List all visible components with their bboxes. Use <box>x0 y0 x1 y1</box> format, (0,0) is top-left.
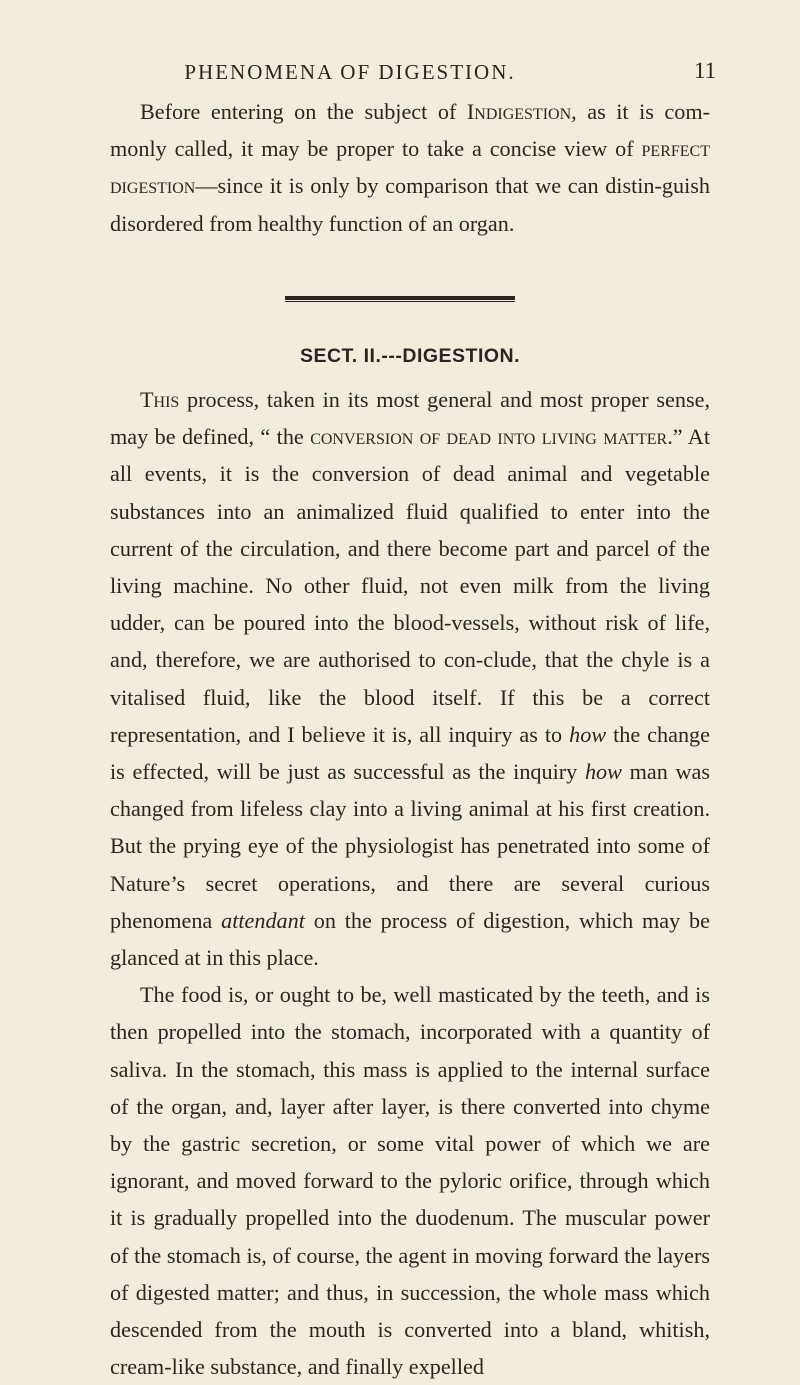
intro-paragraph <box>110 93 710 242</box>
divider-thin-line <box>285 301 515 302</box>
term-perfect-digestion: perfect digestion <box>110 136 710 199</box>
page-number: 11 <box>694 58 717 83</box>
divider-thick-line <box>285 296 515 300</box>
main-text <box>110 381 710 1385</box>
running-title: PHENOMENA OF DIGESTION. <box>184 60 516 84</box>
paragraph-food-process: The food is, or ought to be, well masticated by the teeth, and is then propelled into the stomach, incorporated with a quantity of saliva. In the stomach, this mass is applied to the internal surface of the organ, and, layer after layer, is there converted into chyme by the gastric secretion, or some vital power of which we are ignorant, and moved forward to the pyloric orifice, through which it is gradually propelled into the duodenum. The muscular power of the stomach is, of course, the agent in moving forward the layers of digested matter; and thus, in succession, the whole mass which descended from the mouth is converted into a bland, whitish, cream-like substance, and finally expelled <box>110 982 710 1380</box>
intro-text <box>110 93 710 242</box>
intro-text-3: —since it is only by comparison that we can distin-guish disordered from healthy function of an organ. <box>110 173 710 236</box>
para1-text-5: on the process of digestion, which may be glanced at in this place. <box>110 907 710 971</box>
para1-text-4: man was changed from lifeless clay into a living animal at his first creation. But the prying eye of the physiologist has penetrated into some of Nature’s secret operations, and there are several curious phenomena <box>110 759 710 933</box>
intro-text-1: Before entering on the subject of <box>140 99 467 124</box>
para1-text-1: process, taken in its most general and most proper sense, may be defined, “ the <box>110 387 710 450</box>
term-indigestion: Indigestion <box>466 99 572 124</box>
italic-attendant: attendant <box>221 907 305 933</box>
definition-phrase: conversion of dead into living matter <box>310 424 668 450</box>
italic-how-1: how <box>569 721 607 747</box>
section-heading: SECT. II.---DIGESTION. <box>299 345 521 367</box>
italic-how-2: how <box>584 759 622 785</box>
paragraph-digestion-definition <box>110 381 710 976</box>
section-divider <box>285 296 515 302</box>
para1-text-2: .” At all events, it is the conversion of dead animal and vegetable substances into an animalized fluid qualified to enter into the current of the circulation, and there become part and parcel of the living machine. No other fluid, not even milk from the living udder, can be poured into the blood-vessels, without risk of life, and, therefore, we are authorised to con-clude, that the chyle is a vitalised fluid, like the blood itself. If this be a correct representation, and I believe it is, all inquiry as to <box>110 424 710 747</box>
intro-text-2: , as it is com-monly called, it may be proper to take a concise view of <box>110 99 711 162</box>
para1-text-3: the change is effected, will be just as successful as the inquiry <box>110 721 711 785</box>
lead-word: This <box>140 387 180 412</box>
